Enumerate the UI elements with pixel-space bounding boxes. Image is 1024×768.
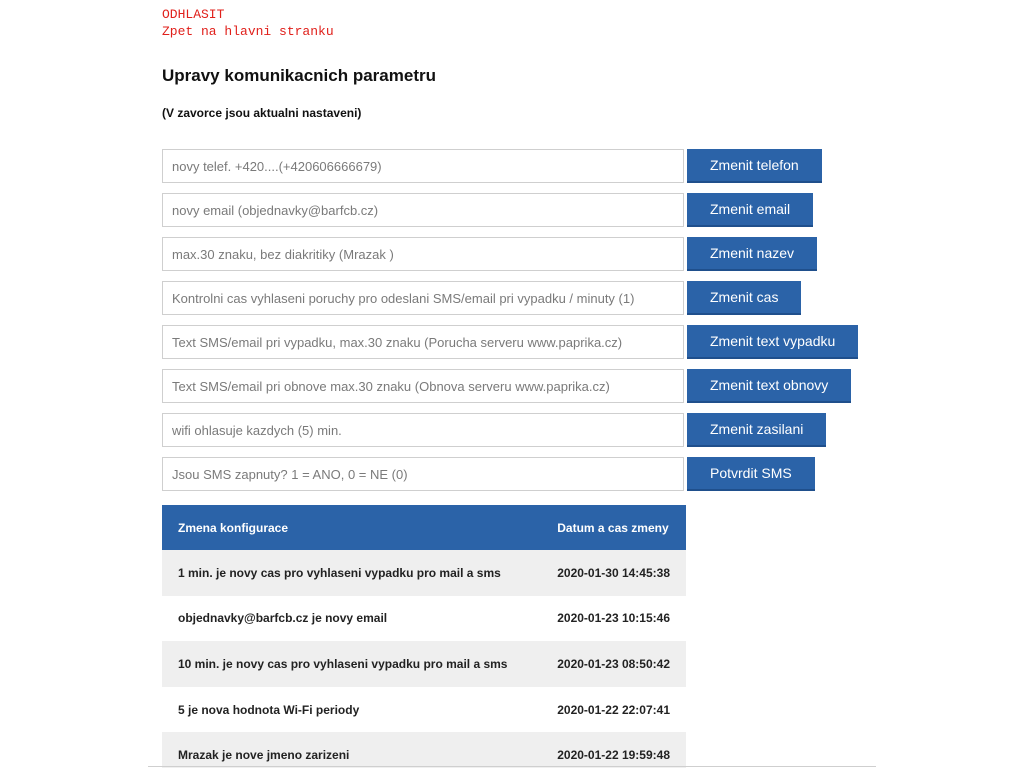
change-restore-text-button[interactable]: Zmenit text obnovy bbox=[687, 369, 851, 403]
sms-enabled-input[interactable] bbox=[162, 457, 684, 491]
email-input[interactable] bbox=[162, 193, 684, 227]
top-links bbox=[162, 6, 334, 40]
change-time-button[interactable]: Zmenit cas bbox=[687, 281, 801, 315]
wifi-period-input[interactable] bbox=[162, 413, 684, 447]
bottom-divider bbox=[148, 766, 876, 767]
form-row-wifi bbox=[162, 413, 882, 457]
change-cell: 1 min. je novy cas pro vyhlaseni vypadku pro mail a sms bbox=[178, 565, 501, 580]
change-cell: objednavky@barfcb.cz je novy email bbox=[178, 611, 388, 626]
change-cell: 10 min. je novy cas pro vyhlaseni vypadku pro mail a sms bbox=[178, 656, 508, 671]
change-cell: 5 je nova hodnota Wi-Fi periody bbox=[178, 702, 360, 717]
phone-input[interactable] bbox=[162, 149, 684, 183]
form-row-name bbox=[162, 237, 882, 281]
form-row-time bbox=[162, 281, 882, 325]
page-subtitle: (V zavorce jsou aktualni nastaveni) bbox=[162, 106, 362, 120]
restore-text-input[interactable] bbox=[162, 369, 684, 403]
column-header-change: Zmena konfigurace bbox=[178, 520, 289, 535]
datetime-cell: 2020-01-23 10:15:46 bbox=[557, 611, 670, 626]
datetime-cell: 2020-01-30 14:45:38 bbox=[557, 565, 670, 580]
table-row bbox=[162, 687, 686, 733]
datetime-cell: 2020-01-22 22:07:41 bbox=[557, 702, 670, 717]
change-outage-text-button[interactable]: Zmenit text vypadku bbox=[687, 325, 858, 359]
change-cell: Mrazak je nove jmeno zarizeni bbox=[178, 748, 350, 763]
table-row bbox=[162, 550, 686, 596]
change-sending-button[interactable]: Zmenit zasilani bbox=[687, 413, 826, 447]
form-row-phone bbox=[162, 149, 882, 193]
table-row bbox=[162, 641, 686, 687]
column-header-datetime: Datum a cas zmeny bbox=[557, 520, 669, 535]
page-title: Upravy komunikacnich parametru bbox=[162, 66, 436, 85]
datetime-cell: 2020-01-22 19:59:48 bbox=[557, 748, 670, 763]
table-header-row bbox=[162, 505, 686, 550]
form-row-restore-text bbox=[162, 369, 882, 413]
change-phone-button[interactable]: Zmenit telefon bbox=[687, 149, 822, 183]
form-row-sms bbox=[162, 457, 882, 501]
outage-text-input[interactable] bbox=[162, 325, 684, 359]
fault-time-input[interactable] bbox=[162, 281, 684, 315]
table-row bbox=[162, 732, 686, 768]
confirm-sms-button[interactable]: Potvrdit SMS bbox=[687, 457, 815, 491]
device-name-input[interactable] bbox=[162, 237, 684, 271]
change-history-table bbox=[162, 505, 686, 768]
back-home-link[interactable]: Zpet na hlavni stranku bbox=[162, 24, 334, 39]
form-row-email bbox=[162, 193, 882, 237]
datetime-cell: 2020-01-23 08:50:42 bbox=[557, 656, 670, 671]
settings-form bbox=[162, 149, 882, 501]
form-row-outage-text bbox=[162, 325, 882, 369]
table-row bbox=[162, 596, 686, 642]
change-name-button[interactable]: Zmenit nazev bbox=[687, 237, 817, 271]
change-email-button[interactable]: Zmenit email bbox=[687, 193, 813, 227]
logout-link[interactable]: ODHLASIT bbox=[162, 7, 225, 22]
